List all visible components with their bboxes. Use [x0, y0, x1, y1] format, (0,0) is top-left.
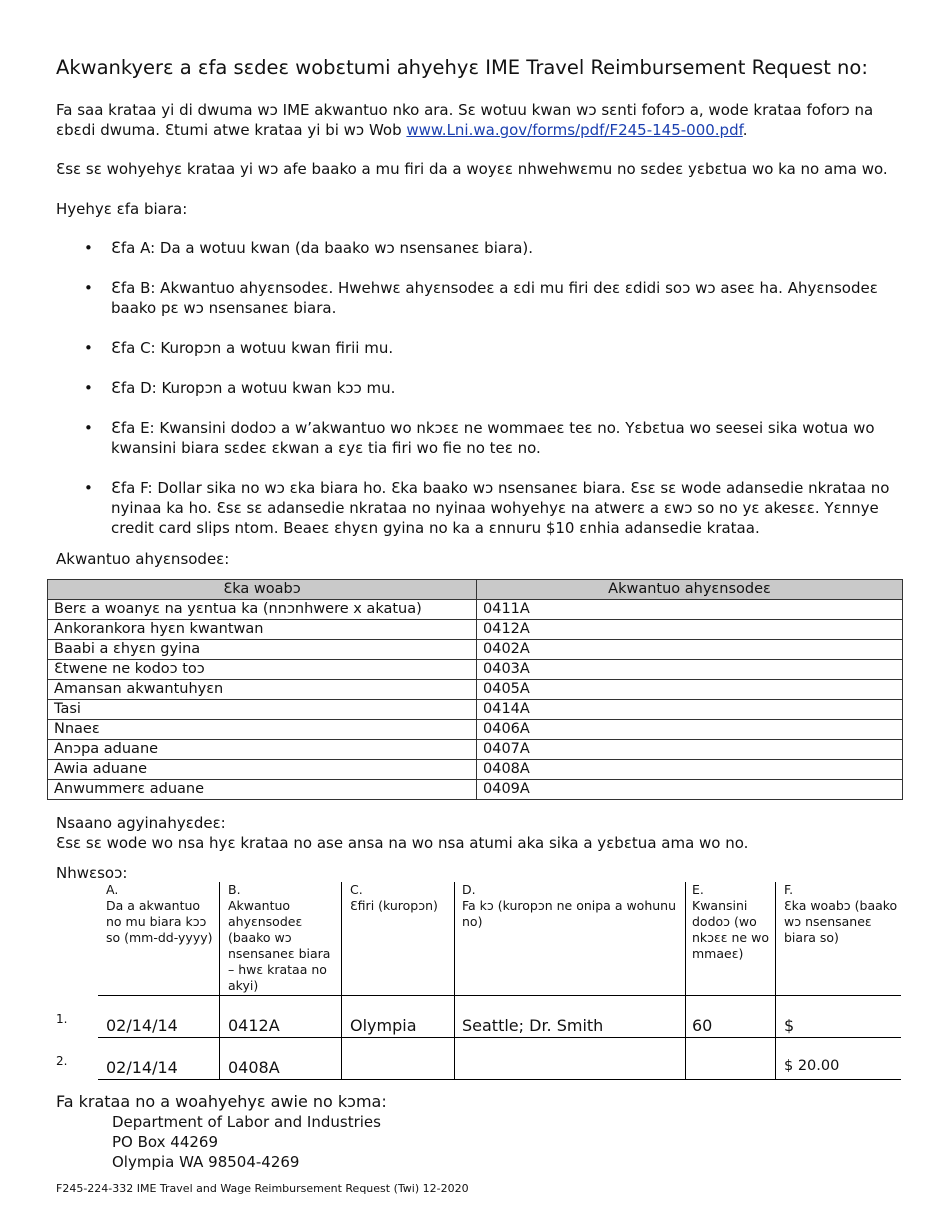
- bullet-lead: Ɛ: [111, 478, 121, 497]
- example-col-d-header: D. Fa kɔ (kuropɔn ne onipa a wohunu no): [462, 882, 677, 929]
- code-cell: 0403A: [477, 660, 903, 680]
- example-row-number: 1.: [56, 1012, 68, 1026]
- example-miles: 60: [692, 1016, 713, 1035]
- code-cell: 0405A: [477, 680, 903, 700]
- codes-heading: Akwantuo ahyɛnsodeɛ:: [56, 550, 230, 568]
- column-divider: [341, 882, 342, 1079]
- expense-cell: Nnaeɛ: [48, 720, 477, 740]
- example-col-b-header: B. Akwantuo ahyɛnsodeɛ (baako wɔ nsensaneɛ biara – hwɛ krataa no akyi): [228, 882, 331, 993]
- example-date: 02/14/14: [106, 1016, 178, 1035]
- form-link[interactable]: www.Lni.wa.gov/forms/pdf/F245-145-000.pdf: [406, 121, 743, 139]
- intro-text: Fa saa krataa yi di dwuma wɔ IME akwantuo nko ara. Sɛ wotuu kwan wɔ sɛnti foforɔ a, wode krataa foforɔ na ɛbɛdi dwuma. Ɛtumi atwe krataa yi bi wɔ Wob: [56, 101, 874, 139]
- mail-heading: Fa krataa no a woahyehyɛ awie no kɔma:: [56, 1092, 387, 1111]
- mail-address-line: Department of Labor and Industries: [112, 1113, 381, 1131]
- expense-cell: Baabi a ɛhyɛn gyina: [48, 640, 477, 660]
- example-col-c-header: C. Ɛfiri (kuropɔn): [350, 882, 438, 913]
- bullet-item: [56, 278, 896, 318]
- example-row-number: 2.: [56, 1054, 68, 1068]
- row-divider: [98, 995, 901, 996]
- bullet-text: fa A: Da a wotuu kwan (da baako wɔ nsensaneɛ biara).: [120, 239, 534, 257]
- table-row: [48, 680, 903, 700]
- example-code: 0412A: [228, 1016, 280, 1035]
- header-expense: Ɛka woabɔ: [48, 580, 477, 600]
- example-expense: $ 20.00: [784, 1058, 840, 1074]
- table-row: [48, 700, 903, 720]
- bullet-text: fa D: Kuropɔn a wotuu kwan kɔɔ mu.: [120, 379, 396, 397]
- bullet-text: fa C: Kuropɔn a wotuu kwan firii mu.: [120, 339, 394, 357]
- expense-cell: Awia aduane: [48, 760, 477, 780]
- bullet-item: [56, 378, 896, 398]
- header-code: Akwantuo ahyɛnsodeɛ: [477, 580, 903, 600]
- code-cell: 0407A: [477, 740, 903, 760]
- example-to: Seattle; Dr. Smith: [462, 1016, 604, 1035]
- code-cell: 0402A: [477, 640, 903, 660]
- expense-cell: Ankorankora hyɛn kwantwan: [48, 620, 477, 640]
- column-divider: [775, 882, 776, 1079]
- row-divider: [98, 1037, 901, 1038]
- instructions-paragraph: Ɛsɛ sɛ wohyehyɛ krataa yi wɔ afe baako a mu firi da a woyɛɛ nhwehwɛmu no sɛdeɛ yɛbɛtua wo ka no ama wo.: [56, 160, 888, 178]
- expense-cell: Tasi: [48, 700, 477, 720]
- table-header-row: [48, 580, 903, 600]
- example-code: 0408A: [228, 1058, 280, 1077]
- code-cell: 0412A: [477, 620, 903, 640]
- code-cell: 0408A: [477, 760, 903, 780]
- bullet-lead: Ɛ: [111, 338, 121, 357]
- mail-address-line: PO Box 44269: [112, 1133, 218, 1151]
- code-cell: 0414A: [477, 700, 903, 720]
- table-row: [48, 600, 903, 620]
- column-instructions-list: [56, 238, 896, 538]
- example-date: 02/14/14: [106, 1058, 178, 1077]
- example-col-e-header: E. Kwansini dodoɔ (wo nkɔɛɛ ne wo mmaeɛ): [692, 882, 769, 961]
- page-title: Akwankyerɛ a ɛfa sɛdeɛ wobɛtumi ahyehyɛ IME Travel Reimbursement Request no:: [56, 56, 868, 79]
- table-row: [48, 640, 903, 660]
- code-cell: 0406A: [477, 720, 903, 740]
- expense-cell: Ɛtwene ne kodoɔ toɔ: [48, 660, 477, 680]
- mail-address-line: Olympia WA 98504-4269: [112, 1153, 300, 1171]
- table-row: [48, 760, 903, 780]
- example-col-f-header: F. Ɛka woabɔ (baako wɔ nsensaneɛ biara so): [784, 882, 898, 945]
- bullet-item: [56, 418, 896, 458]
- special-text: Ɛsɛ sɛ wode wo nsa hyɛ krataa no ase ansa na wo nsa atumi aka sika a yɛbɛtua ama wo no.: [56, 834, 749, 852]
- example-from: Olympia: [350, 1016, 417, 1035]
- row-divider: [98, 1079, 901, 1080]
- expense-cell: Anɔpa aduane: [48, 740, 477, 760]
- bullet-text: fa B: Akwantuo ahyɛnsodeɛ. Hwehwɛ ahyɛnsodeɛ a ɛdi mu firi deɛ ɛdidi soɔ wɔ aseɛ ha. Ahyɛnsodeɛ baako pɛ wɔ nsensaneɛ biara.: [111, 279, 878, 317]
- travel-codes-table: [47, 579, 903, 800]
- intro-paragraph: [56, 100, 896, 140]
- bullet-text: fa F: Dollar sika no wɔ ɛka biara ho. Ɛka baako wɔ nsensaneɛ biara. Ɛsɛ sɛ wode adansedie nkrataa no nyinaa ka ho. Ɛsɛ sɛ adansedie nkrataa no nyinaa wohyehyɛ na atwerɛ a ɛwɔ so no yɛ akesɛɛ. Yɛnnye credit card slips ntom. Beaeɛ ɛhyɛn gyina no ka a ɛnnuru $10 ɛnhia adansedie krataa.: [111, 479, 890, 537]
- column-divider: [685, 882, 686, 1079]
- bullet-item: [56, 238, 896, 258]
- examples-heading: Nhwɛsoɔ:: [56, 864, 128, 882]
- special-heading: Nsaano agyinahyɛdeɛ:: [56, 814, 226, 832]
- table-row: [48, 720, 903, 740]
- intro-end: .: [742, 121, 748, 139]
- bullet-lead: Ɛ: [111, 238, 121, 257]
- column-divider: [454, 882, 455, 1079]
- table-row: [48, 660, 903, 680]
- table-row: [48, 740, 903, 760]
- bullet-item: [56, 338, 896, 358]
- table-row: [48, 780, 903, 800]
- form-footer: F245-224-332 IME Travel and Wage Reimbursement Request (Twi) 12-2020: [56, 1182, 469, 1195]
- table-row: [48, 620, 903, 640]
- column-divider: [219, 882, 220, 1079]
- code-cell: 0409A: [477, 780, 903, 800]
- bullet-lead: Ɛ: [111, 278, 121, 297]
- bullet-lead: Ɛ: [111, 378, 121, 397]
- expense-cell: Anwummerɛ aduane: [48, 780, 477, 800]
- bullet-lead: Ɛ: [111, 418, 121, 437]
- expense-cell: Amansan akwantuhyɛn: [48, 680, 477, 700]
- code-cell: 0411A: [477, 600, 903, 620]
- expense-cell: Berɛ a woanyɛ na yɛntua ka (nnɔnhwere x akatua): [48, 600, 477, 620]
- bullet-text: fa E: Kwansini dodoɔ a w’akwantuo wo nkɔɛɛ ne wommaeɛ teɛ no. Yɛbɛtua wo seesei sika wotua wo kwansini biara sɛdeɛ ɛkwan a ɛyɛ tia firi wo fie no teɛ no.: [111, 419, 875, 457]
- bullet-item: [56, 478, 896, 538]
- example-col-a-header: A. Da a akwantuo no mu biara kɔɔ so (mm-dd-yyyy): [106, 882, 213, 945]
- example-expense: $: [784, 1016, 795, 1035]
- columns-heading: Hyehyɛ ɛfa biara:: [56, 200, 188, 218]
